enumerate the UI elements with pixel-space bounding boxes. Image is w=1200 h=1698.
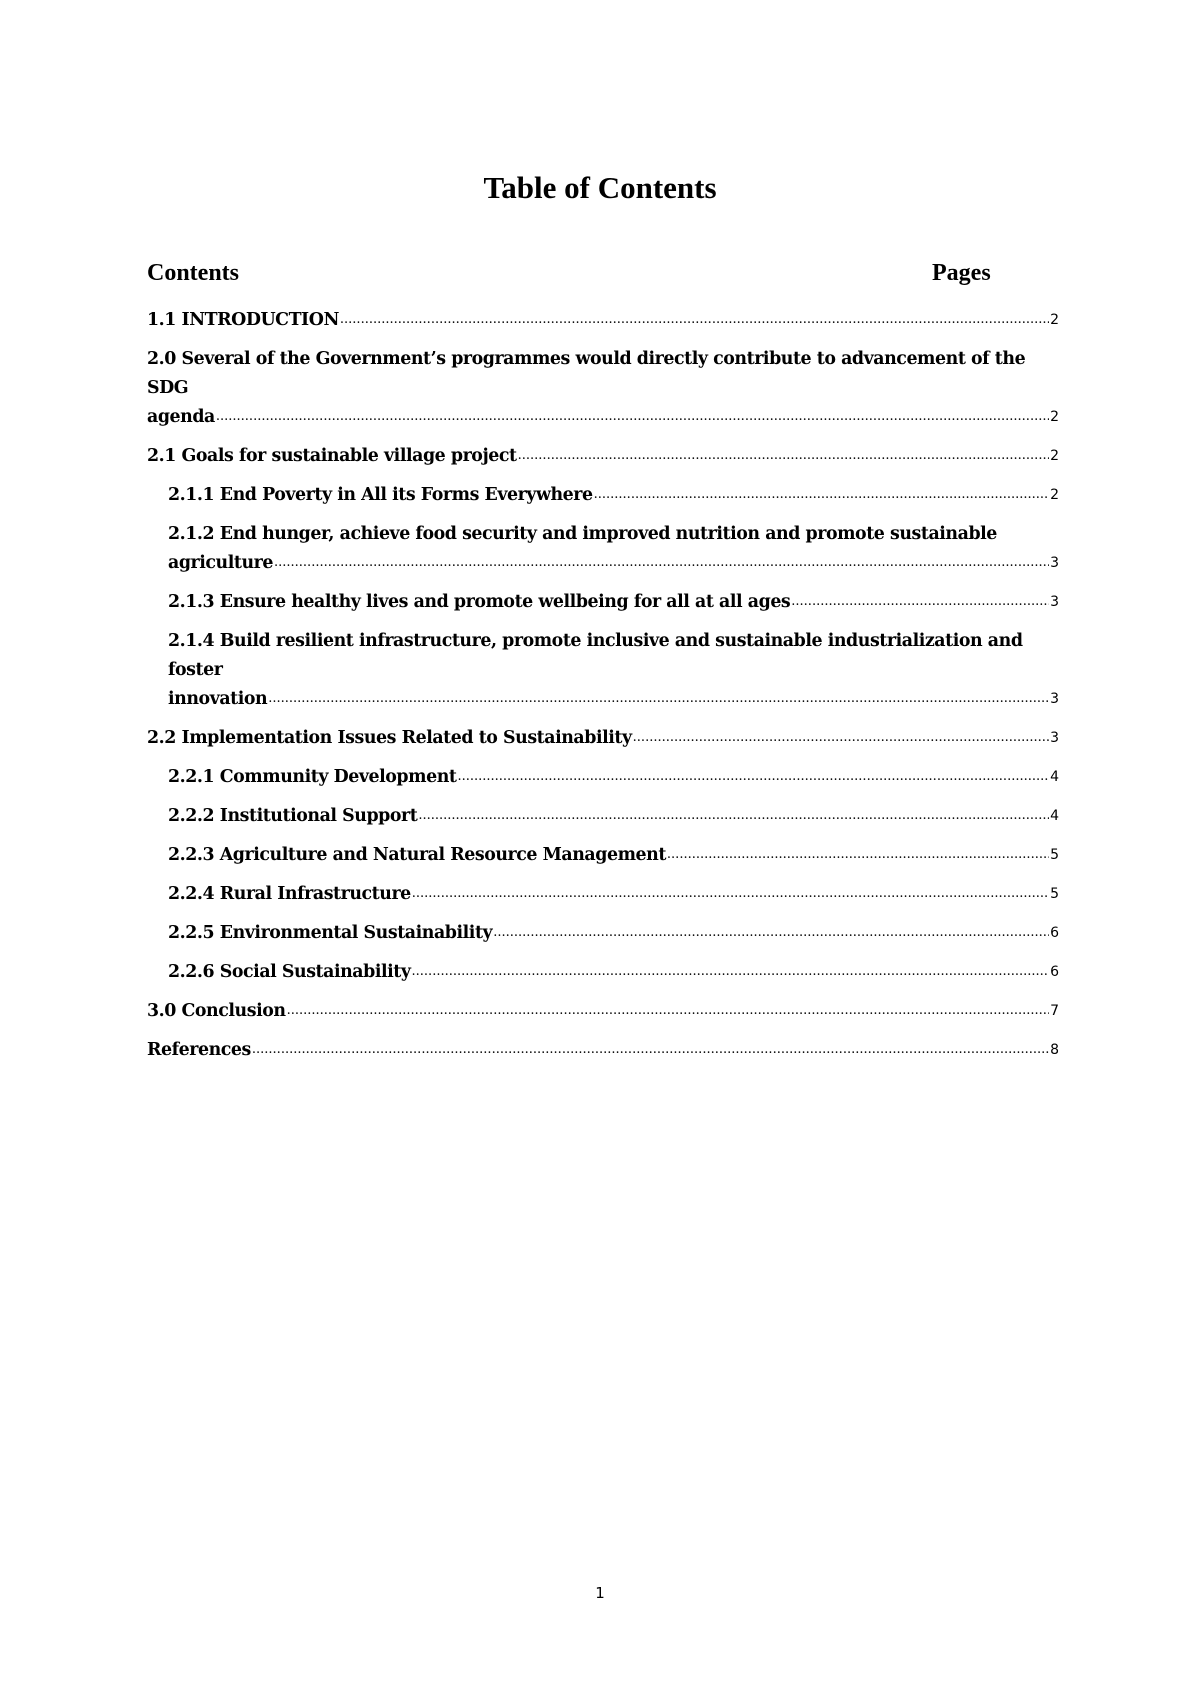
- toc-entry-text: 1.1 INTRODUCTION: [147, 310, 339, 330]
- toc-entry-text: 2.1.2 End hunger, achieve food security and improved nutrition and promote sustainable: [168, 524, 997, 544]
- toc-entry-page: 5: [1050, 886, 1059, 902]
- toc-entry-text: 2.1.4 Build resilient infrastructure, promote inclusive and sustainable industrialization and: [168, 631, 1023, 651]
- toc-entry-text: 2.1 Goals for sustainable village project: [147, 446, 517, 466]
- page-number: 1: [595, 1584, 605, 1602]
- toc-entry-text: 2.2.2 Institutional Support: [168, 806, 418, 826]
- toc-entry-page: 4: [1050, 808, 1059, 824]
- dot-leader: [268, 688, 1049, 710]
- toc-entry-environmental-sustainability[interactable]: [147, 919, 1059, 948]
- toc-entry-end-hunger[interactable]: [147, 520, 1059, 578]
- toc-entry-healthy-lives[interactable]: [147, 588, 1059, 617]
- toc-entry-community-development[interactable]: [147, 763, 1059, 792]
- dot-leader: [412, 883, 1049, 905]
- dot-leader: [216, 406, 1049, 428]
- toc-entry-agriculture[interactable]: [147, 841, 1059, 870]
- dot-leader: [340, 309, 1049, 331]
- toc-entry-text: 3.0 Conclusion: [147, 1001, 286, 1021]
- toc-entry-end-poverty[interactable]: [147, 481, 1059, 510]
- toc-entry-infrastructure[interactable]: [147, 627, 1059, 714]
- toc-entry-goals[interactable]: [147, 442, 1059, 471]
- toc-entry-text: 2.2 Implementation Issues Related to Sustainability: [147, 728, 632, 748]
- toc-entry-page: 2: [1050, 448, 1059, 464]
- toc-entry-text-continued: agriculture: [168, 553, 273, 573]
- dot-leader: [594, 484, 1049, 506]
- dot-leader: [518, 445, 1049, 467]
- toc-entry-implementation-issues[interactable]: [147, 724, 1059, 753]
- toc-entry-government-programmes[interactable]: [147, 345, 1059, 432]
- toc-entry-conclusion[interactable]: [147, 997, 1059, 1026]
- toc-entry-page: 2: [1050, 312, 1059, 328]
- toc-entry-page: 2: [1050, 409, 1059, 425]
- dot-leader: [418, 805, 1049, 827]
- contents-heading: Contents: [147, 260, 240, 286]
- toc-entry-text: 2.2.6 Social Sustainability: [168, 962, 411, 982]
- toc-entry-text-continued: SDG agenda: [147, 378, 215, 427]
- dot-leader: [457, 766, 1049, 788]
- dot-leader: [287, 1000, 1050, 1022]
- toc-entry-text: 2.2.5 Environmental Sustainability: [168, 923, 493, 943]
- toc-entry-page: 3: [1050, 594, 1059, 610]
- toc-entry-page: 6: [1050, 964, 1059, 980]
- toc-entry-text: 2.2.3 Agriculture and Natural Resource Management: [168, 845, 666, 865]
- toc-entry-page: 3: [1050, 730, 1059, 746]
- toc-entry-text-continued: foster innovation: [168, 660, 268, 709]
- toc-entry-text: References: [147, 1040, 251, 1060]
- toc-entry-rural-infrastructure[interactable]: [147, 880, 1059, 909]
- toc-entry-text: 2.1.1 End Poverty in All its Forms Everywhere: [168, 485, 593, 505]
- dot-leader: [274, 552, 1049, 574]
- toc-entry-references[interactable]: [147, 1036, 1059, 1065]
- toc-entry-page: 3: [1050, 555, 1059, 571]
- toc-entry-page: 6: [1050, 925, 1059, 941]
- toc-entry-institutional-support[interactable]: [147, 802, 1059, 831]
- toc-entry-page: 3: [1050, 691, 1059, 707]
- toc-entry-introduction[interactable]: [147, 306, 1059, 335]
- pages-heading: Pages: [932, 260, 991, 286]
- dot-leader: [633, 727, 1049, 749]
- toc-header: [147, 256, 1002, 290]
- dot-leader: [791, 591, 1049, 613]
- toc-entry-social-sustainability[interactable]: [147, 958, 1059, 987]
- toc-entry-text: 2.0 Several of the Government’s programmes would directly contribute to advancement of the: [147, 349, 1026, 369]
- toc-entry-page: 8: [1050, 1042, 1059, 1058]
- dot-leader: [493, 922, 1049, 944]
- dot-leader: [252, 1039, 1049, 1061]
- toc-entry-page: 2: [1050, 487, 1059, 503]
- table-of-contents: [147, 306, 1059, 1075]
- toc-entry-page: 7: [1050, 1003, 1059, 1019]
- toc-entry-text: 2.2.1 Community Development: [168, 767, 457, 787]
- document-title: Table of Contents: [483, 170, 717, 205]
- dot-leader: [412, 961, 1050, 983]
- dot-leader: [667, 844, 1049, 866]
- toc-entry-page: 4: [1050, 769, 1059, 785]
- toc-entry-page: 5: [1050, 847, 1059, 863]
- toc-entry-text: 2.2.4 Rural Infrastructure: [168, 884, 411, 904]
- toc-entry-text: 2.1.3 Ensure healthy lives and promote wellbeing for all at all ages: [168, 592, 791, 612]
